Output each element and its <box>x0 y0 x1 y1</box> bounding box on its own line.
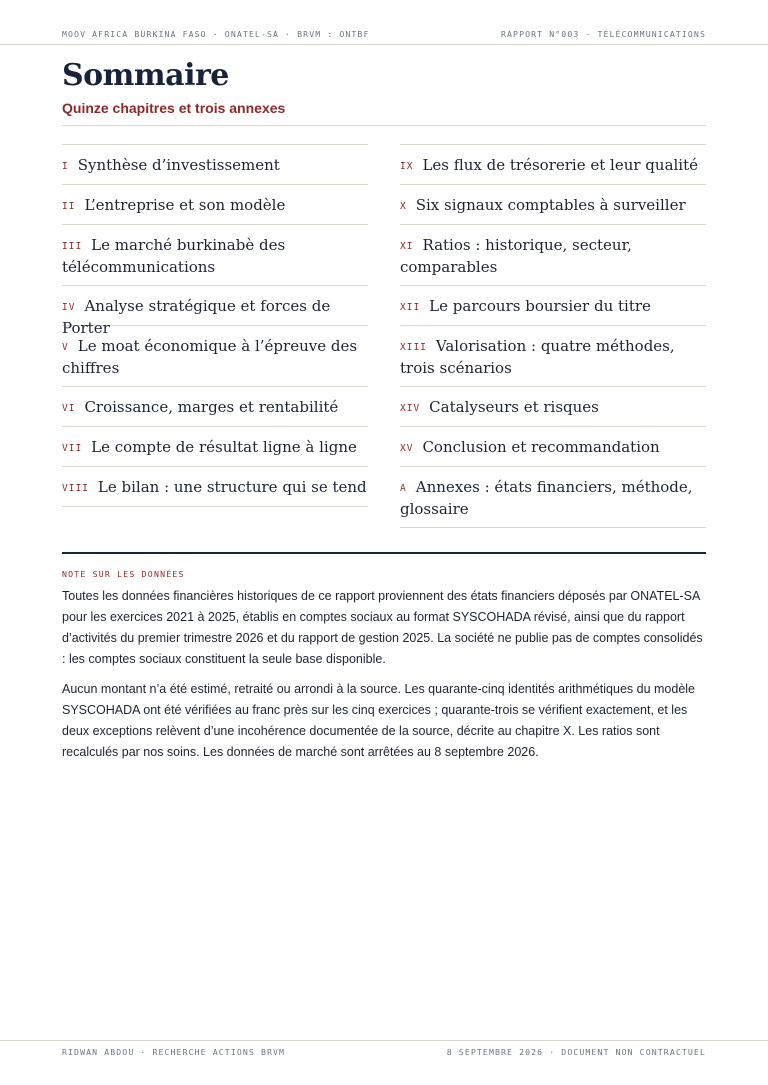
chapter-title: Synthèse d’investissement <box>77 156 280 174</box>
header-divider <box>0 44 768 45</box>
chapter-title: Ratios : historique, secteur, comparables <box>400 236 632 276</box>
toc-item-3[interactable] <box>62 225 368 286</box>
toc-item-4[interactable] <box>62 286 368 337</box>
toc-item-annexes[interactable] <box>400 467 706 528</box>
chapter-title: Catalyseurs et risques <box>429 398 599 416</box>
chapter-numeral: XV <box>400 443 414 454</box>
title-divider <box>62 125 706 126</box>
chapter-numeral: I <box>62 161 69 172</box>
chapter-numeral: XII <box>400 302 421 313</box>
footer-divider <box>0 1040 768 1041</box>
chapter-title: Le parcours boursier du titre <box>429 297 651 315</box>
toc-column-right <box>400 144 706 528</box>
chapter-title: Annexes : états financiers, méthode, glossaire <box>400 478 693 518</box>
note-paragraph-1: Toutes les données financières historiques de ce rapport proviennent des états financiers déposés par ONATEL-SA pour les exercices 2021 à 2025, établis en comptes sociaux au format SYSCOHADA révisé, ainsi que du rapport d’activités du premier trimestre 2026 et du rapport de gestion 2025. La société ne publie pas de comptes consolidés : les comptes sociaux constituent la seule base disponible. <box>62 589 703 666</box>
toc-item-9[interactable] <box>400 145 706 185</box>
toc-item-7[interactable] <box>62 427 368 467</box>
toc-item-13[interactable] <box>400 326 706 387</box>
note-paragraph-2: Aucun montant n’a été estimé, retraité ou arrondi à la source. Les quarante-cinq identités arithmétiques du modèle SYSCOHADA ont été vérifiées au franc près sur les cinq exercices ; quarante-trois se vérifient exactement, et les deux exceptions relèvent d’une incohérence documentée de la source, décrite au chapitre X. Les ratios sont recalculés par nos soins. Les données de marché sont arrêtées au 8 septembre 2026. <box>62 682 696 759</box>
chapter-title: L’entreprise et son modèle <box>84 196 286 214</box>
chapter-numeral: VI <box>62 403 76 414</box>
footer-right: 8 SEPTEMBRE 2026 · DOCUMENT NON CONTRACTUEL <box>446 1047 706 1057</box>
chapter-numeral: IX <box>400 161 414 172</box>
chapter-numeral: X <box>400 201 407 212</box>
chapter-numeral: XI <box>400 241 414 252</box>
toc-item-11[interactable] <box>400 225 706 286</box>
chapter-title: Les flux de trésorerie et leur qualité <box>422 156 699 174</box>
toc-item-5[interactable] <box>62 326 368 387</box>
chapter-numeral: XIII <box>400 342 427 353</box>
toc-item-2[interactable] <box>62 185 368 225</box>
note-label: NOTE SUR LES DONNÉES <box>62 569 185 579</box>
toc-item-6[interactable] <box>62 387 368 427</box>
toc-item-10[interactable] <box>400 185 706 225</box>
data-note <box>62 569 708 772</box>
toc-column-left <box>62 144 368 528</box>
note-divider <box>62 552 706 554</box>
chapter-title: Le moat économique à l’épreuve des chiffres <box>62 337 358 377</box>
toc-item-1[interactable] <box>62 145 368 185</box>
chapter-numeral: III <box>62 241 83 252</box>
header-left: MOOV AFRICA BURKINA FASO · ONATEL-SA · BRVM : ONTBF <box>62 29 370 39</box>
chapter-title: Le compte de résultat ligne à ligne <box>91 438 357 456</box>
chapter-numeral: IV <box>62 302 76 313</box>
chapter-numeral: VIII <box>62 483 89 494</box>
chapter-numeral: II <box>62 201 76 212</box>
footer-left: RIDWAN ABDOU · RECHERCHE ACTIONS BRVM <box>62 1047 286 1057</box>
chapter-title: Valorisation : quatre méthodes, trois scénarios <box>400 337 675 377</box>
chapter-numeral: A <box>400 483 407 494</box>
table-of-contents <box>62 144 706 528</box>
running-header <box>62 29 706 39</box>
header-right: RAPPORT N°003 · TÉLÉCOMMUNICATIONS <box>501 29 706 39</box>
chapter-title: Le bilan : une structure qui se tend <box>97 478 367 496</box>
chapter-numeral: XIV <box>400 403 421 414</box>
chapter-title: Analyse stratégique et forces de Porter <box>62 297 331 337</box>
running-footer <box>62 1047 706 1057</box>
toc-item-12[interactable] <box>400 286 706 326</box>
chapter-title: Six signaux comptables à surveiller <box>415 196 686 214</box>
toc-item-8[interactable] <box>62 467 368 507</box>
chapter-title: Conclusion et recommandation <box>422 438 660 456</box>
page-subtitle: Quinze chapitres et trois annexes <box>62 100 286 116</box>
chapter-title: Le marché burkinabè des télécommunications <box>62 236 286 276</box>
chapter-numeral: VII <box>62 443 83 454</box>
toc-item-14[interactable] <box>400 387 706 427</box>
chapter-numeral: V <box>62 342 69 353</box>
toc-item-15[interactable] <box>400 427 706 467</box>
page-title: Sommaire <box>62 58 229 93</box>
chapter-title: Croissance, marges et rentabilité <box>84 398 339 416</box>
